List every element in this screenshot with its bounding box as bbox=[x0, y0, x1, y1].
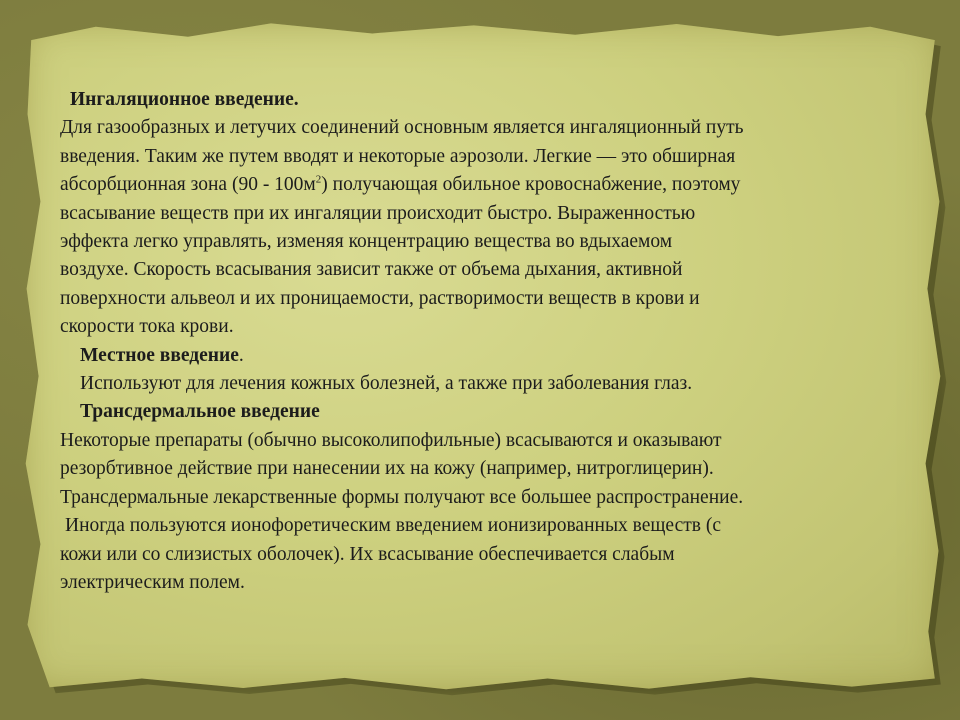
text-line: Некоторые препараты (обычно высоколипофильные) всасываются и оказывают bbox=[60, 429, 722, 451]
text-line: воздухе. Скорость всасывания зависит также от объема дыхания, активной bbox=[60, 259, 683, 281]
text-line: Используют для лечения кожных болезней, а также при заболевания глаз. bbox=[80, 373, 693, 395]
heading-local-period: . bbox=[238, 344, 244, 366]
text-fragment: ) получающая обильное кровоснабжение, поэтому bbox=[321, 174, 741, 196]
heading-inhalation: Ингаляционное введение. bbox=[70, 89, 299, 110]
slide-text-body bbox=[60, 86, 920, 597]
text-line: эффекта легко управлять, изменяя концентрацию вещества во вдыхаемом bbox=[60, 231, 673, 253]
text-line: Трансдермальные лекарственные формы получают все большее распространение. bbox=[60, 486, 744, 508]
text-line: электрическим полем. bbox=[60, 571, 245, 593]
text-line: скорости тока крови. bbox=[60, 316, 234, 338]
superscript-two: 2 bbox=[315, 173, 322, 186]
text-line: резорбтивное действие при нанесении их на кожу (например, нитроглицерин). bbox=[60, 458, 714, 480]
text-fragment: абсорбционная зона (90 - 100м bbox=[60, 174, 316, 196]
text-line: кожи или со слизистых оболочек). Их всасывание обеспечивается слабым bbox=[60, 543, 675, 565]
text-line: поверхности альвеол и их проницаемости, растворимости веществ в крови и bbox=[60, 287, 700, 309]
text-line: Иногда пользуются ионофоретическим введением ионизированных веществ (с bbox=[65, 515, 721, 537]
text-line bbox=[60, 171, 920, 199]
text-line: Для газообразных и летучих соединений основным является ингаляционный путь bbox=[60, 117, 744, 139]
text-line: введения. Таким же путем вводят и некоторые аэрозоли. Легкие — это обширная bbox=[60, 145, 736, 167]
text-line: всасывание веществ при их ингаляции происходит быстро. Выраженностью bbox=[60, 202, 696, 224]
heading-local: Местное введение bbox=[80, 344, 239, 366]
heading-transdermal: Трансдермальное введение bbox=[80, 401, 320, 423]
heading-local-line bbox=[60, 342, 920, 370]
